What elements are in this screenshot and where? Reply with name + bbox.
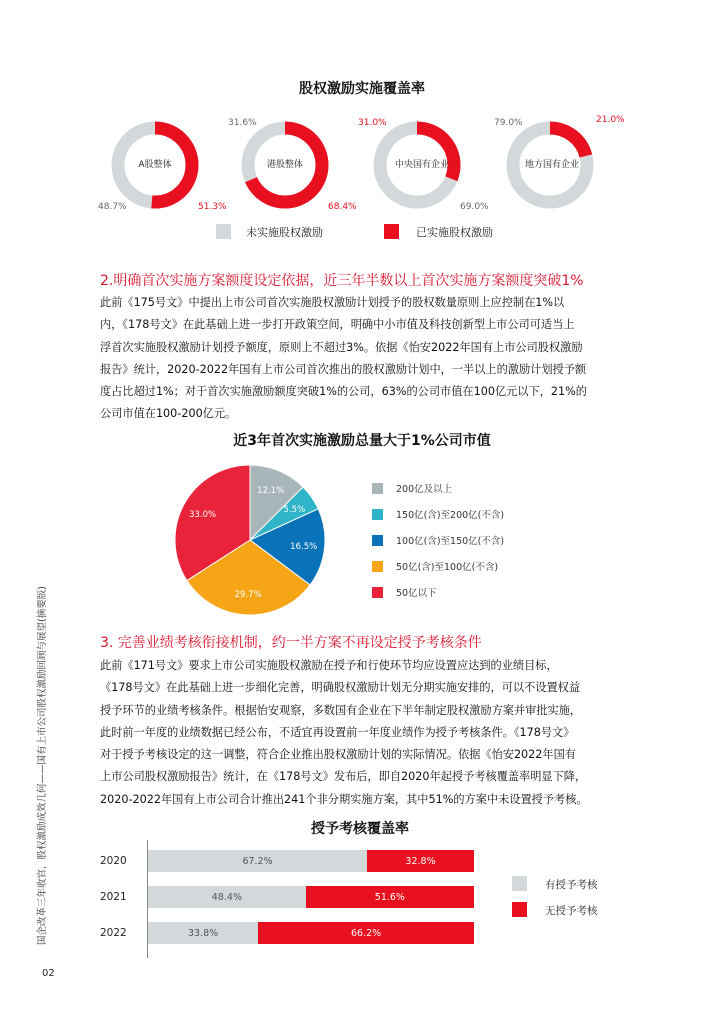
- pie-slice-label-5: 33.0%: [189, 510, 217, 521]
- pie-legend-swatch-5: [372, 587, 383, 598]
- pie-slice-label-3: 16.5%: [290, 541, 318, 552]
- pie-slice-label-2: 5.5%: [283, 505, 306, 516]
- section2-line: 内，《178号文》在此基础上进一步打开政策空间，明确中小市值及科技创新型上市公司可适当上: [100, 318, 575, 332]
- section3-line: 上市公司股权激励报告》统计，在《178号文》发布后，即自2020年起授予考核覆盖率明显下降，: [100, 770, 587, 784]
- pie-slice-label-1: 12.1%: [257, 486, 285, 497]
- bar-2020-with-exam: 67.2%: [148, 850, 367, 872]
- ring4-not-implemented-label: 79.0%: [494, 118, 523, 128]
- bar-2022-with-exam: 33.8%: [148, 922, 258, 944]
- bar-legend-with-exam-swatch: [512, 876, 527, 891]
- section2-line: 公司市值在100-200亿元。: [100, 407, 237, 421]
- pie-legend-swatch-3: [372, 535, 383, 546]
- legend-not-implemented-swatch: [216, 224, 231, 239]
- section2-line: 此前《175号文》中提出上市公司首次实施股权激励计划授予的股权数量原则上应控制在1%以: [100, 296, 565, 309]
- section3-line: 2020-2022年国有上市公司合计推出241个非分期实施方案，其中51%的方案中未设置授予考核。: [100, 792, 588, 806]
- section3-line: 授予环节的业绩考核条件。根据怡安观察，多数国有企业在下半年制定股权激励方案并审批实施，: [100, 703, 582, 717]
- ring3-implemented-label: 31.0%: [358, 118, 387, 128]
- ring3-not-implemented-label: 69.0%: [460, 202, 489, 212]
- bar-year-label-2022: 2022: [100, 927, 127, 939]
- pie-chart: [160, 450, 340, 630]
- coverage-rings: [0, 0, 724, 260]
- section2-heading: 2.明确首次实施方案额度设定依据，近三年半数以上首次实施方案额度突破1%: [100, 273, 584, 289]
- section2-line: 浮首次实施股权激励计划授予额度，原则上不超过3%。依据《怡安2022年国有上市公司股权激励: [100, 340, 583, 354]
- bar-legend-without-exam-label: 无授予考核: [545, 905, 598, 917]
- ring4-implemented-label: 21.0%: [596, 115, 625, 125]
- section2-line: 报告》统计，2020-2022年国有上市公司首次推出的股权激励计划中，一半以上的激励计划授予额: [100, 362, 587, 376]
- section3-heading: 3. 完善业绩考核衔接机制，约一半方案不再设定授予考核条件: [100, 635, 482, 651]
- coverage-chart-title: 股权激励实施覆盖率: [299, 81, 425, 97]
- bar-2021-with-exam: 48.4%: [148, 886, 306, 908]
- bar-year-label-2020: 2020: [100, 855, 127, 867]
- pie-legend-swatch-1: [372, 483, 383, 494]
- pie-chart-title: 近3年首次实施激励总量大于1%公司市值: [233, 433, 491, 449]
- pie-legend-label-3: 100亿(含)至150亿(不含): [396, 536, 505, 547]
- bar-chart-title: 授予考核覆盖率: [311, 821, 409, 837]
- bar-year-label-2021: 2021: [100, 891, 127, 903]
- section2-line: 度占比超过1%；对于首次实施激励额度突破1%的公司，63%的公司市值在100亿元以下，21%的: [100, 385, 587, 399]
- legend-implemented-label: 已实施股权激励: [416, 226, 493, 239]
- pie-legend-label-1: 200亿及以上: [396, 484, 453, 495]
- section2-paragraph: [100, 292, 640, 426]
- ring2-not-implemented-label: 31.6%: [228, 118, 257, 128]
- ring3-center-label: 中央国有企业: [394, 160, 449, 170]
- ring4-center-label: 地方国有企业: [524, 160, 579, 170]
- pie-legend-swatch-4: [372, 561, 383, 572]
- ring1-center-label: A股整体: [138, 160, 172, 170]
- pie-legend-label-4: 50亿(含)至100亿(不含): [396, 562, 499, 573]
- bar-legend-without-exam-swatch: [512, 902, 527, 917]
- section3-paragraph: [100, 655, 640, 811]
- legend-implemented-swatch: [384, 224, 399, 239]
- bar-legend-with-exam-label: 有授予考核: [545, 879, 598, 891]
- section3-line: 此前《171号文》要求上市公司实施股权激励在授予和行使环节均应设置应达到的业绩目标，: [100, 659, 558, 672]
- sidebar-vertical-title: 国企改革三年收官，股权激励成效几何——国有上市公司股权激励回顾与展望(摘要版): [37, 586, 48, 945]
- section3-line: 对于授予考核设定的这一调整，符合企业推出股权激励计划的实际情况。依据《怡安2022年国有: [100, 748, 576, 762]
- ring2-implemented-label: 68.4%: [328, 202, 357, 212]
- pie-legend-label-5: 50亿以下: [396, 588, 437, 599]
- pie-slice-label-4: 29.7%: [234, 589, 262, 600]
- ring1-implemented-label: 51.3%: [198, 202, 227, 212]
- bar-2022-without-exam: 66.2%: [258, 922, 474, 944]
- bar-2021-without-exam: 51.6%: [306, 886, 474, 908]
- pie-legend-label-2: 150亿(含)至200亿(不含): [396, 510, 505, 521]
- page-number: 02: [42, 968, 55, 979]
- legend-not-implemented-label: 未实施股权激励: [246, 226, 323, 239]
- pie-legend-swatch-2: [372, 509, 383, 520]
- section3-line: 此时前一年度的业绩数据已经公布，不适宜再设置前一年度业绩作为授予考核条件。《178号文》: [100, 725, 575, 739]
- section3-line: 《178号文》在此基础上进一步细化完善，明确股权激励计划无分期实施安排的，可以不设置权益: [100, 681, 581, 695]
- ring1-not-implemented-label: 48.7%: [98, 202, 127, 212]
- bar-2020-without-exam: 32.8%: [367, 850, 474, 872]
- ring2-center-label: 港股整体: [266, 160, 303, 170]
